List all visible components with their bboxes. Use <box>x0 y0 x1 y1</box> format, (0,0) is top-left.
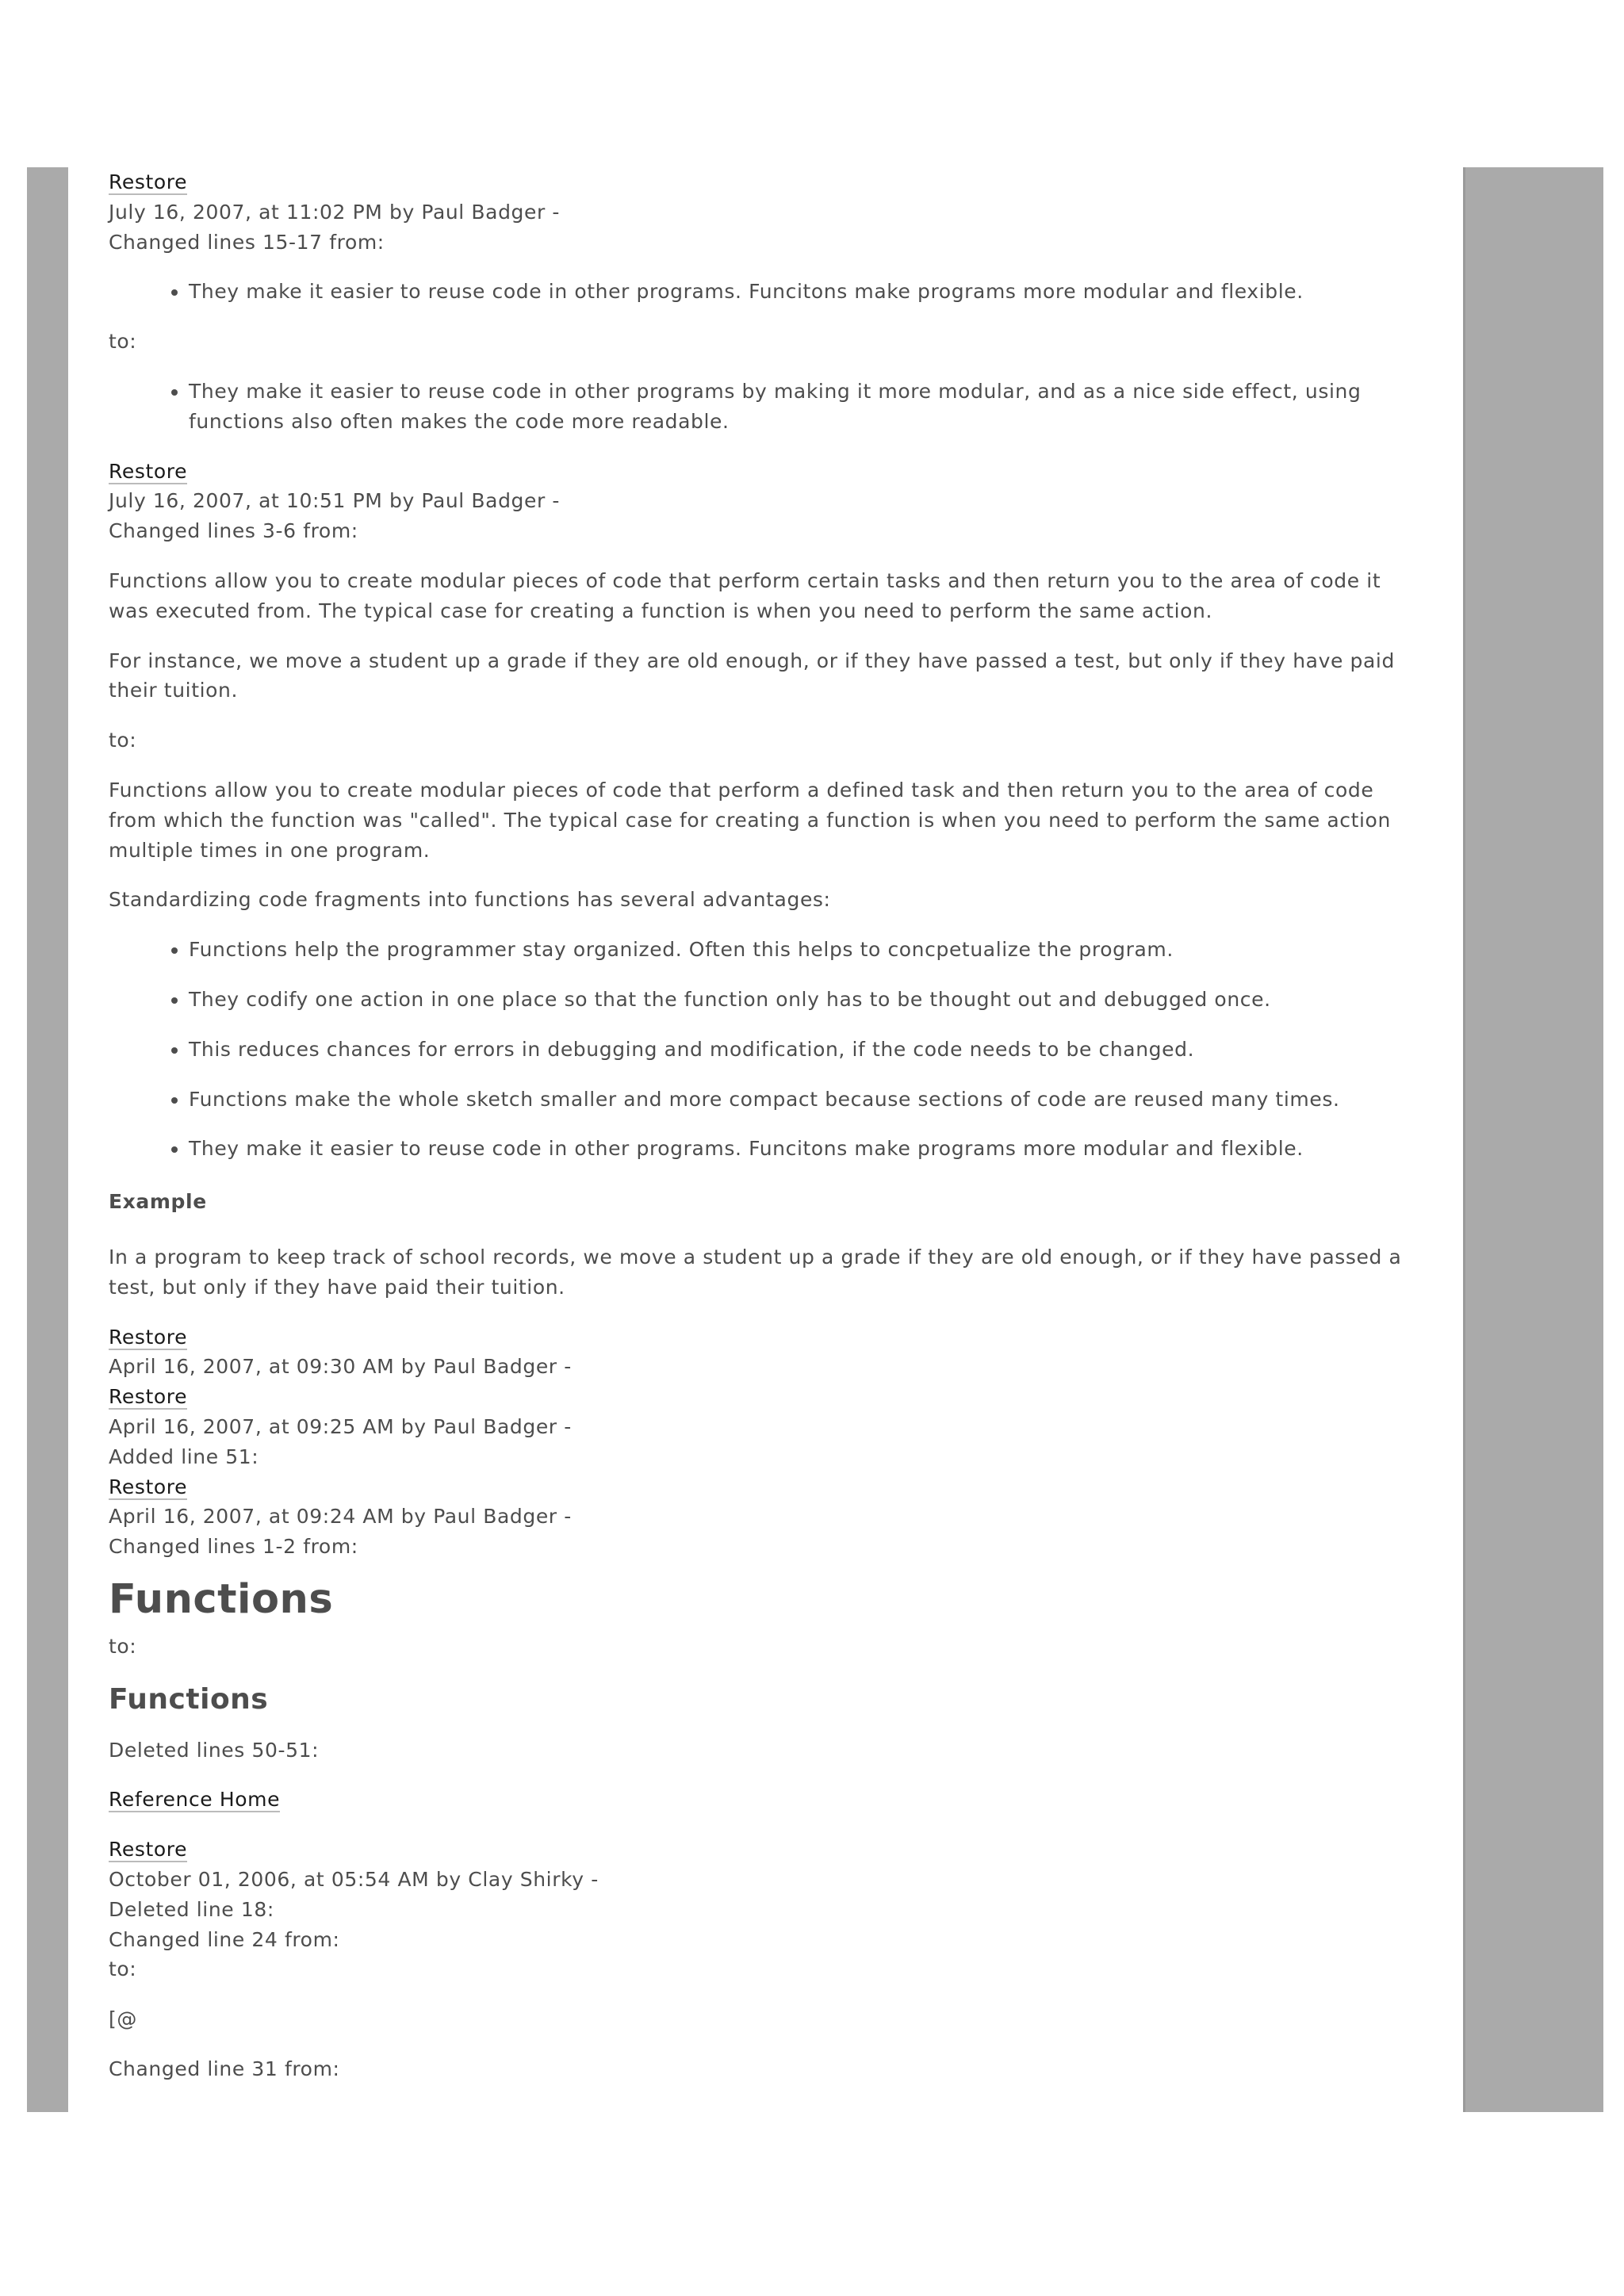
revision-entry <box>109 1382 1417 1471</box>
list-item: • They make it easier to reuse code in other programs by making it more modular, and as a nice side effect, using functions also often makes the code more readable. <box>189 377 1417 437</box>
to-label: to: <box>109 330 137 354</box>
list-item: • They codify one action in one place so that the function only has to be thought out and debugged once. <box>189 985 1417 1015</box>
left-sidebar-bar <box>27 167 68 2112</box>
to-label: to: <box>109 729 137 752</box>
diff-to-list <box>109 377 1417 437</box>
example-heading: Example <box>109 1190 207 1214</box>
list-item: • Functions help the programmer stay organized. Often this helps to concpetualize the program. <box>189 935 1417 965</box>
revision-meta: July 16, 2007, at 11:02 PM by Paul Badger - <box>109 200 561 224</box>
revision-entry <box>109 167 1417 437</box>
list-item: • They make it easier to reuse code in other programs. Funcitons make programs more modular and flexible. <box>189 1134 1417 1164</box>
change-summary: Changed lines 3-6 from: <box>109 519 358 543</box>
restore-link[interactable]: Restore <box>109 1475 188 1498</box>
diff-paragraph: In a program to keep track of school records, we move a student up a grade if they are old enough, or if they have passed a test, but only if they have paid their tuition. <box>109 1245 1402 1299</box>
revision-entry <box>109 457 1417 1303</box>
diff-heading-from: Functions <box>109 1575 334 1623</box>
restore-link[interactable]: Restore <box>109 1838 188 1862</box>
revision-entry <box>109 1472 1417 1816</box>
change-summary: Deleted lines 50-51: <box>109 1738 320 1762</box>
to-label: to: <box>109 1957 137 1981</box>
right-sidebar-bar <box>1463 167 1603 2112</box>
diff-paragraph: Functions allow you to create modular pieces of code that perform a defined task and then return you to the area of code from which the function was "called". The typical case for creating a function is when you need to perform the same action multiple times in one program. <box>109 778 1391 862</box>
change-summary: Changed lines 1-2 from: <box>109 1535 358 1559</box>
diff-heading-to: Functions <box>109 1682 269 1716</box>
revision-meta: April 16, 2007, at 09:30 AM by Paul Badger - <box>109 1355 572 1379</box>
code-fragment: [@ <box>109 2007 137 2031</box>
change-summary: Changed line 31 from: <box>109 2057 340 2081</box>
change-summary: Deleted line 18: <box>109 1897 274 1921</box>
restore-link[interactable]: Restore <box>109 170 188 193</box>
revision-entry <box>109 1835 1417 2084</box>
list-item: • Functions make the whole sketch smaller and more compact because sections of code are reused many times. <box>189 1085 1417 1115</box>
diff-paragraph: Standardizing code fragments into functions has several advantages: <box>109 888 831 912</box>
to-label: to: <box>109 1634 137 1658</box>
diff-paragraph: Functions allow you to create modular pieces of code that perform certain tasks and then return you to the area of code it was executed from. The typical case for creating a function is when you need to perform the same action. <box>109 568 1381 622</box>
revision-meta: April 16, 2007, at 09:25 AM by Paul Badger - <box>109 1414 572 1438</box>
revision-meta: July 16, 2007, at 10:51 PM by Paul Badger - <box>109 489 561 513</box>
change-summary: Changed lines 15-17 from: <box>109 230 385 254</box>
restore-link[interactable]: Restore <box>109 1325 188 1349</box>
restore-link[interactable]: Restore <box>109 459 188 483</box>
revision-entry <box>109 1322 1417 1383</box>
advantages-list <box>109 935 1417 1164</box>
reference-home-link[interactable]: Reference Home <box>109 1788 281 1812</box>
revision-meta: April 16, 2007, at 09:24 AM by Paul Badger - <box>109 1505 572 1529</box>
revision-history <box>109 167 1417 2084</box>
diff-paragraph: For instance, we move a student up a grade if they are old enough, or if they have passed a test, but only if they have paid their tuition. <box>109 649 1395 702</box>
revision-meta: October 01, 2006, at 05:54 AM by Clay Shirky - <box>109 1868 599 1892</box>
list-item: • They make it easier to reuse code in other programs. Funcitons make programs more modular and flexible. <box>189 277 1417 307</box>
diff-from-list <box>109 277 1417 307</box>
list-item: • This reduces chances for errors in debugging and modification, if the code needs to be changed. <box>189 1035 1417 1065</box>
change-summary: Added line 51: <box>109 1445 259 1468</box>
change-summary: Changed line 24 from: <box>109 1927 340 1951</box>
restore-link[interactable]: Restore <box>109 1385 188 1409</box>
